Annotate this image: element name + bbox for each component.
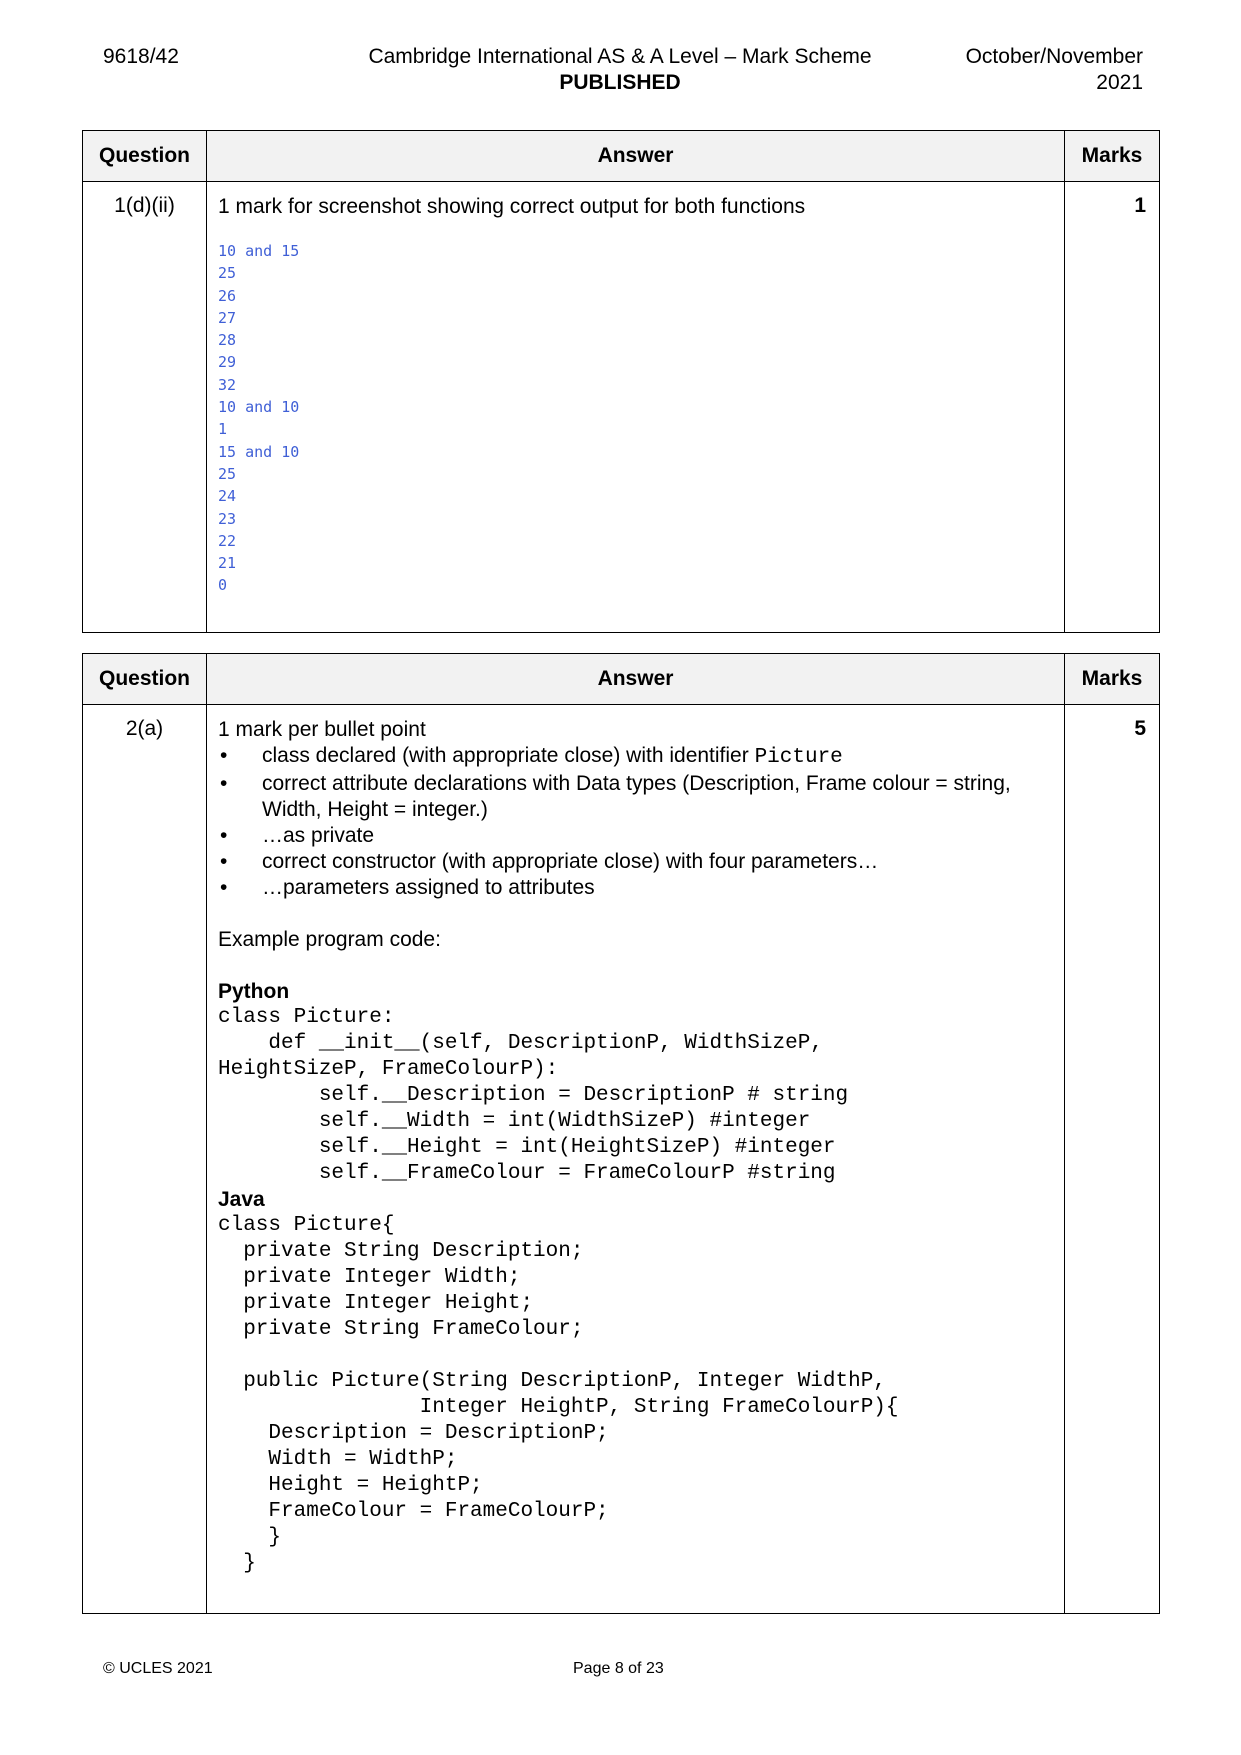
mark-table-q1 [82, 130, 1160, 633]
exam-session [966, 44, 1143, 96]
bullet-text: correct constructor (with appropriate close) with four parameters… [262, 850, 879, 873]
answer-cell [207, 705, 1065, 1614]
python-code-block: class Picture: def __init__(self, DescriptionP, WidthSizeP, HeightSizeP, FrameColourP): self.__Description = DescriptionP # string self.__Width = int(WidthSizeP) #integer self.__Height = int(HeightSizeP) #integer self.__FrameColour = FrameColourP #string [218, 1006, 849, 1185]
mark-bullet [218, 743, 1053, 771]
output-line: 32 [218, 375, 237, 394]
output-line: 27 [218, 308, 237, 327]
question-number: 1(d)(ii) [83, 182, 207, 633]
mark-bullet-list [218, 743, 1053, 901]
title-text: Cambridge International AS & A Level – Mark Scheme [368, 45, 872, 68]
marks-value: 1 [1065, 182, 1160, 633]
java-label: Java [218, 1188, 265, 1211]
mark-bullet [218, 849, 1053, 875]
column-header-marks: Marks [1065, 131, 1160, 182]
python-label: Python [218, 980, 290, 1003]
output-line: 15 and 10 [218, 442, 300, 461]
output-line: 0 [218, 576, 228, 595]
java-code-block: class Picture{ private String Description; private Integer Width; private Integer Height; private String FrameColour; public Picture(String DescriptionP, Integer WidthP, Integer HeightP, String FrameColourP){ Description = DescriptionP; Width = WidthP; Height = HeightP; FrameColour = FrameColourP; } } [218, 1214, 899, 1575]
answer-intro: 1 mark for screenshot showing correct output for both functions [218, 195, 806, 218]
mark-bullet [218, 771, 1053, 823]
column-header-answer: Answer [207, 131, 1065, 182]
session-month: October/November [965, 45, 1143, 68]
output-line: 28 [218, 331, 237, 350]
column-header-question: Question [83, 654, 207, 705]
answer-cell [207, 182, 1065, 633]
bullet-text: correct attribute declarations with Data types (Description, Frame colour = string, Width, Height = integer.) [262, 772, 1011, 821]
marks-value: 5 [1065, 705, 1160, 1614]
output-line: 22 [218, 531, 237, 550]
column-header-marks: Marks [1065, 654, 1160, 705]
output-line: 21 [218, 554, 237, 573]
output-line: 29 [218, 353, 237, 372]
document-title [320, 44, 920, 96]
output-line: 24 [218, 487, 237, 506]
question-number: 2(a) [83, 705, 207, 1614]
mark-table-q2 [82, 653, 1160, 1614]
table-row [83, 705, 1160, 1614]
output-line: 10 and 15 [218, 242, 300, 260]
output-line: 25 [218, 264, 237, 283]
mark-bullet [218, 875, 1053, 901]
output-line: 23 [218, 509, 237, 528]
table-row [83, 182, 1160, 633]
bullet-text: …as private [262, 824, 375, 847]
output-line: 26 [218, 286, 237, 305]
column-header-answer: Answer [207, 654, 1065, 705]
answer-intro: 1 mark per bullet point [218, 718, 426, 741]
published-label: PUBLISHED [559, 71, 681, 94]
copyright-notice: © UCLES 2021 [103, 1660, 213, 1677]
bullet-text: …parameters assigned to attributes [262, 876, 595, 899]
column-header-question: Question [83, 131, 207, 182]
output-line: 25 [218, 464, 237, 483]
bullet-code: Picture [754, 746, 843, 769]
output-line: 10 and 10 [218, 398, 300, 417]
mark-bullet [218, 823, 1053, 849]
example-label: Example program code: [218, 928, 441, 951]
output-screenshot [218, 240, 1053, 597]
session-year: 2021 [1096, 71, 1143, 94]
page-number: Page 8 of 23 [573, 1660, 664, 1677]
paper-code: 9618/42 [103, 45, 179, 68]
output-line: 1 [218, 420, 228, 439]
bullet-text: class declared (with appropriate close) with identifier [262, 744, 755, 767]
